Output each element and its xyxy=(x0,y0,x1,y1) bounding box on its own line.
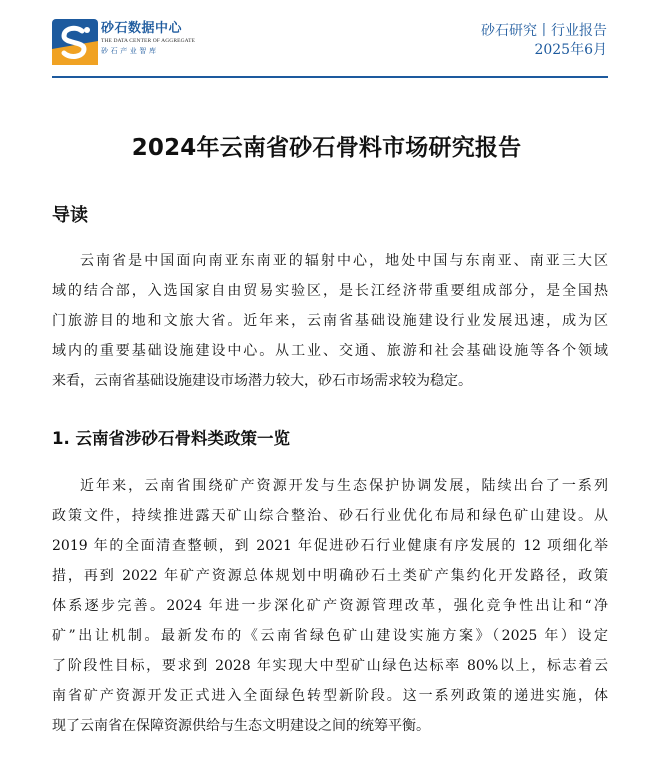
paragraph-line: 矿”出让机制。最新发布的《云南省绿色矿山建设实施方案》（2025 年）设定 xyxy=(52,628,608,644)
paragraph-line: 了阶段性目标，要求到 2028 年实现大中型矿山绿色达标率 80%以上，标志着云 xyxy=(52,658,608,674)
section-heading-policy: 1. 云南省涉砂石骨料类政策一览 xyxy=(52,429,290,448)
paragraph-line: 政策文件，持续推进露天矿山综合整治、砂石行业优化布局和绿色矿山建设。从 xyxy=(52,508,608,524)
paragraph-line: 门旅游目的地和文旅大省。近年来，云南省基础设施建设行业发展迅速，成为区 xyxy=(52,313,608,329)
paragraph-line: 域的结合部，入选国家自由贸易实验区，是长江经济带重要组成部分，是全国热 xyxy=(52,283,608,299)
logo-english-name: THE DATA CENTER OF AGGREGATE xyxy=(101,38,196,44)
paragraph-line: 现了云南省在保障资源供给与生态文明建设之间的统筹平衡。 xyxy=(52,718,430,734)
paragraph-line: 南省矿产资源开发正式进入全面绿色转型新阶段。这一系列政策的递进实施，体 xyxy=(52,688,608,704)
paragraph-line: 体系逐步完善。2024 年进一步深化矿产资源管理改革，强化竞争性出让和“净 xyxy=(52,598,608,614)
logo-name: 砂石数据中心 xyxy=(101,21,183,36)
logo xyxy=(52,19,202,65)
header-meta xyxy=(481,22,607,60)
paragraph-line: 域内的重要基础设施建设中心。从工业、交通、旅游和社会基础设施等各个领域 xyxy=(52,343,608,359)
report-date: 2025年6月 xyxy=(534,42,607,58)
sandstone-logo-icon xyxy=(52,19,98,65)
header-divider xyxy=(52,76,608,78)
section-heading-intro: 导读 xyxy=(52,205,88,226)
policy-paragraph xyxy=(52,471,608,741)
paragraph-line: 措，再到 2022 年矿产资源总体规划中明确砂石土类矿产集约化开发路径，政策 xyxy=(52,568,608,584)
logo-texts xyxy=(101,21,211,56)
paragraph-line: 近年来，云南省围绕矿产资源开发与生态保护协调发展，陆续出台了一系列 xyxy=(80,478,608,494)
intro-paragraph xyxy=(52,246,608,396)
paragraph-line: 来看，云南省基础设施建设市场潜力较大，砂石市场需求较为稳定。 xyxy=(52,373,472,389)
report-category: 砂石研究丨行业报告 xyxy=(481,23,607,39)
paragraph-line: 云南省是中国面向南亚东南亚的辐射中心，地处中国与东南亚、南亚三大区 xyxy=(80,253,608,269)
logo-slogan: 砂石产业智库 xyxy=(101,47,159,55)
page-header xyxy=(0,0,653,80)
paragraph-line: 2019 年的全面清查整顿，到 2021 年促进砂石行业健康有序发展的 12 项细化举 xyxy=(52,538,608,554)
report-title: 2024年云南省砂石骨料市场研究报告 xyxy=(131,135,522,161)
